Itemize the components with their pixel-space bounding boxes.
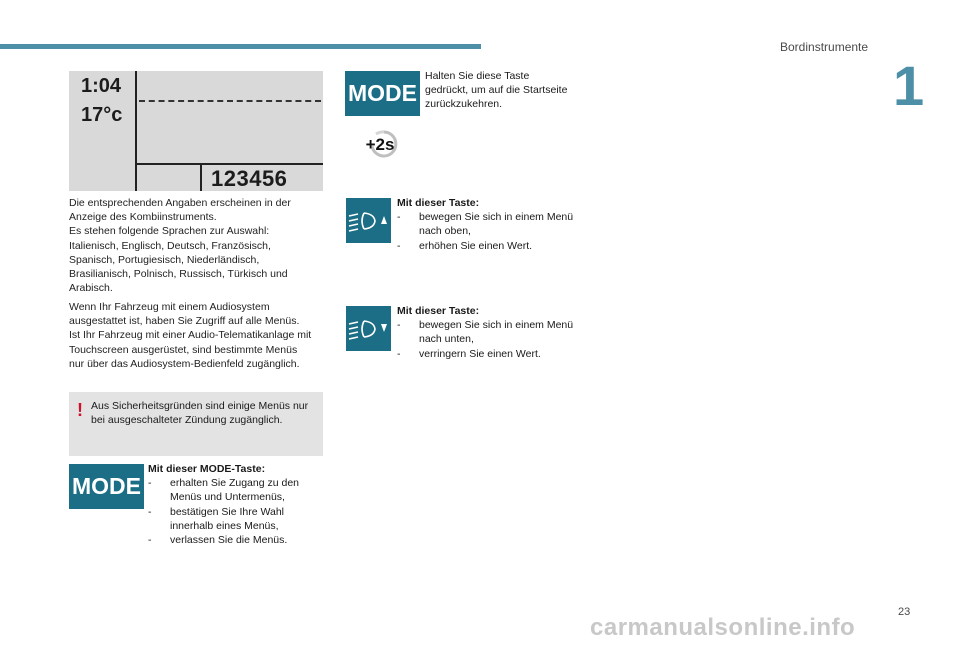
list-dash: -: [397, 319, 401, 332]
display-divider: [135, 71, 137, 191]
up-description: [397, 196, 587, 253]
up-button: [346, 198, 391, 243]
text-line: Menüs und Untermenüs,: [170, 491, 285, 504]
text-line: nur über das Audiosystem-Bedienfeld zugänglich.: [69, 357, 300, 370]
warning-text: [91, 399, 319, 427]
text-line: Spanisch, Portugiesisch, Niederländisch,: [69, 253, 260, 266]
chapter-number: 1: [893, 54, 925, 117]
display-divider: [200, 163, 202, 191]
up-heading: Mit dieser Taste:: [397, 197, 480, 209]
mode-return-description: [425, 69, 585, 112]
down-button: [346, 306, 391, 351]
list-item: [397, 318, 587, 346]
list-dash: -: [148, 505, 152, 518]
list-item: [148, 476, 318, 504]
hold-two-seconds-icon: [356, 128, 404, 160]
text-line: verlassen Sie die Menüs.: [170, 534, 288, 547]
paragraph-languages: [69, 196, 324, 295]
text-line: bewegen Sie sich in einem Menü: [419, 211, 574, 224]
paragraph-audio-system: [69, 300, 327, 371]
text-line: Brasilianisch, Polnisch, Russisch, Türkisch und: [69, 268, 288, 281]
list-dash: -: [148, 534, 152, 547]
text-line: innerhalb eines Menüs,: [170, 519, 279, 532]
list-item: [148, 505, 318, 533]
hold-label: +2s: [365, 135, 395, 154]
list-dash: -: [148, 477, 152, 490]
text-line: Italienisch, Englisch, Deutsch, Französisch,: [69, 239, 271, 252]
list-item: [397, 347, 587, 361]
page-number: 23: [898, 606, 911, 618]
display-odometer: 123456: [211, 166, 288, 191]
down-heading: Mit dieser Taste:: [397, 305, 480, 317]
instrument-display: [69, 71, 323, 191]
down-description: [397, 304, 587, 361]
mode-button: MODE: [69, 464, 144, 509]
display-divider: [137, 163, 323, 165]
text-line: zurückzukehren.: [425, 98, 503, 111]
text-line: Es stehen folgende Sprachen zur Auswahl:: [69, 225, 270, 238]
text-line: bei ausgeschalteter Zündung zugänglich.: [91, 414, 283, 427]
text-line: Halten Sie diese Taste: [425, 70, 530, 82]
list-dash: -: [397, 239, 401, 252]
warning-box: [69, 392, 323, 456]
display-dashed-line: [139, 100, 321, 102]
text-line: Anzeige des Kombiinstruments.: [69, 211, 217, 224]
list-dash: -: [397, 347, 401, 360]
list-item: [397, 210, 587, 238]
mode-button: MODE: [345, 71, 420, 116]
text-line: Ist Ihr Fahrzeug mit einer Audio-Telematikanlage mit: [69, 329, 312, 342]
headlamp-arrow-down-icon: [346, 306, 391, 351]
list-item: [148, 533, 318, 547]
text-line: verringern Sie einen Wert.: [419, 347, 541, 360]
text-line: Die entsprechenden Angaben erscheinen in der: [69, 197, 291, 209]
text-line: nach unten,: [419, 333, 474, 346]
text-line: erhöhen Sie einen Wert.: [419, 239, 533, 252]
watermark: carmanualsonline.info: [590, 614, 856, 641]
text-line: Touchscreen ausgerüstet, sind bestimmte Menüs: [69, 343, 298, 356]
text-line: Arabisch.: [69, 282, 113, 295]
display-temperature: 17°c: [81, 104, 123, 126]
section-title: Bordinstrumente: [780, 40, 869, 54]
text-line: erhalten Sie Zugang zu den: [170, 477, 300, 490]
text-line: bestätigen Sie Ihre Wahl: [170, 505, 285, 518]
list-item: [397, 239, 587, 253]
mode-heading: Mit dieser MODE-Taste:: [148, 463, 266, 475]
warning-icon: !: [77, 400, 83, 420]
text-line: Aus Sicherheitsgründen sind einige Menüs nur: [91, 400, 309, 412]
text-line: bewegen Sie sich in einem Menü: [419, 319, 574, 332]
list-dash: -: [397, 211, 401, 224]
text-line: nach oben,: [419, 225, 471, 238]
text-line: Wenn Ihr Fahrzeug mit einem Audiosystem: [69, 301, 270, 313]
headlamp-arrow-up-icon: [346, 198, 391, 243]
mode-description: [148, 462, 318, 547]
text-line: ausgestattet ist, haben Sie Zugriff auf alle Menüs.: [69, 315, 300, 328]
text-line: gedrückt, um auf die Startseite: [425, 84, 568, 97]
header-accent-bar: [0, 44, 481, 49]
display-time: 1:04: [81, 75, 122, 97]
